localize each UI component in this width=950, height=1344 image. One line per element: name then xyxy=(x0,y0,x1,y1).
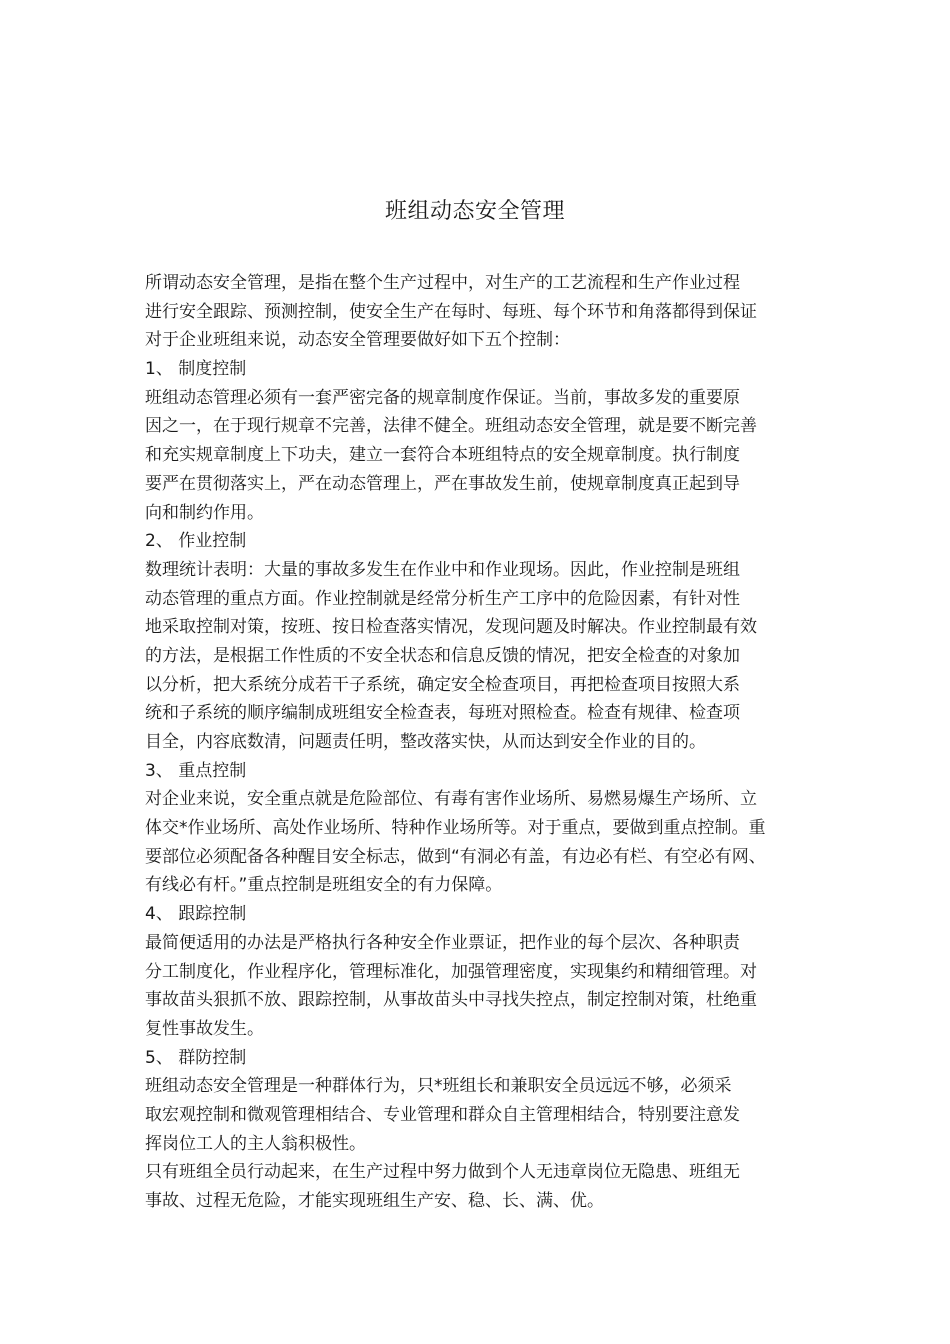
body-line: 目全，内容底数清，问题责任明，整改落实快，从而达到安全作业的目的。 xyxy=(145,732,706,752)
body-line: 因之一，在于现行规章不完善，法律不健全。班组动态安全管理，就是要不断完善 xyxy=(145,416,757,437)
body-line: 有线必有杆。”重点控制是班组安全的有力保障。 xyxy=(145,875,503,896)
body-line: 事故、过程无危险，才能实现班组生产安、稳、长、满、优。 xyxy=(145,1191,604,1211)
body-line: 以分析，把大系统分成若干子系统，确定安全检查项目，再把检查项目按照大系 xyxy=(145,674,740,695)
body-line: 地采取控制对策，按班、按日检查落实情况，发现问题及时解决。作业控制最有效 xyxy=(145,617,757,638)
document-body xyxy=(145,269,817,1216)
body-line: 要严在贯彻落实上，严在动态管理上，严在事故发生前，使规章制度真正起到导 xyxy=(145,473,740,494)
body-line: 对企业来说，安全重点就是危险部位、有毒有害作业场所、易燃易爆生产场所、立 xyxy=(145,789,757,810)
body-line: 体交*作业场所、高处作业场所、特种作业场所等。对于重点，要做到重点控制。重 xyxy=(145,818,766,839)
section-heading-3: 3、 重点控制 xyxy=(145,760,247,781)
body-line: 要部位必须配备各种醒目安全标志，做到“有洞必有盖，有边必有栏、有空必有网、 xyxy=(145,846,766,867)
section-heading-1: 1、 制度控制 xyxy=(145,359,247,380)
body-line: 的方法，是根据工作性质的不安全状态和信息反馈的情况，把安全检查的对象加 xyxy=(145,645,740,666)
body-line: 只有班组全员行动起来，在生产过程中努力做到个人无违章岗位无隐患、班组无 xyxy=(145,1162,740,1183)
body-line: 统和子系统的顺序编制成班组安全检查表，每班对照检查。检查有规律、检查项 xyxy=(145,703,740,724)
section-heading-2: 2、 作业控制 xyxy=(145,531,247,552)
body-line: 班组动态管理必须有一套严密完备的规章制度作保证。当前，事故多发的重要原 xyxy=(145,387,740,408)
section-heading-5: 5、 群防控制 xyxy=(145,1047,247,1068)
body-line: 分工制度化，作业程序化，管理标准化，加强管理密度，实现集约和精细管理。对 xyxy=(145,961,757,982)
body-line: 挥岗位工人的主人翁积极性。 xyxy=(145,1133,366,1154)
body-line: 向和制约作用。 xyxy=(145,502,264,523)
body-line: 取宏观控制和微观管理相结合、专业管理和群众自主管理相结合，特别要注意发 xyxy=(145,1104,740,1125)
body-line: 对于企业班组来说，动态安全管理要做好如下五个控制： xyxy=(145,330,570,351)
body-line: 复性事故发生。 xyxy=(145,1018,264,1039)
body-line: 班组动态安全管理是一种群体行为，只*班组长和兼职安全员远远不够，必须采 xyxy=(145,1076,732,1097)
section-heading-4: 4、 跟踪控制 xyxy=(145,904,247,925)
body-line: 进行安全跟踪、预测控制，使安全生产在每时、每班、每个环节和角落都得到保证 xyxy=(145,301,757,322)
body-line: 所谓动态安全管理，是指在整个生产过程中，对生产的工艺流程和生产作业过程 xyxy=(145,273,740,293)
body-line: 动态管理的重点方面。作业控制就是经常分析生产工序中的危险因素，有针对性 xyxy=(145,588,740,609)
body-line: 数理统计表明：大量的事故多发生在作业中和作业现场。因此，作业控制是班组 xyxy=(145,559,740,580)
body-line: 最简便适用的办法是严格执行各种安全作业票证，把作业的每个层次、各种职责 xyxy=(145,932,740,953)
body-line: 事故苗头狠抓不放、跟踪控制，从事故苗头中寻找失控点，制定控制对策，杜绝重 xyxy=(145,990,757,1011)
document-title: 班组动态安全管理 xyxy=(384,199,565,224)
body-line: 和充实规章制度上下功夫，建立一套符合本班组特点的安全规章制度。执行制度 xyxy=(145,445,740,466)
